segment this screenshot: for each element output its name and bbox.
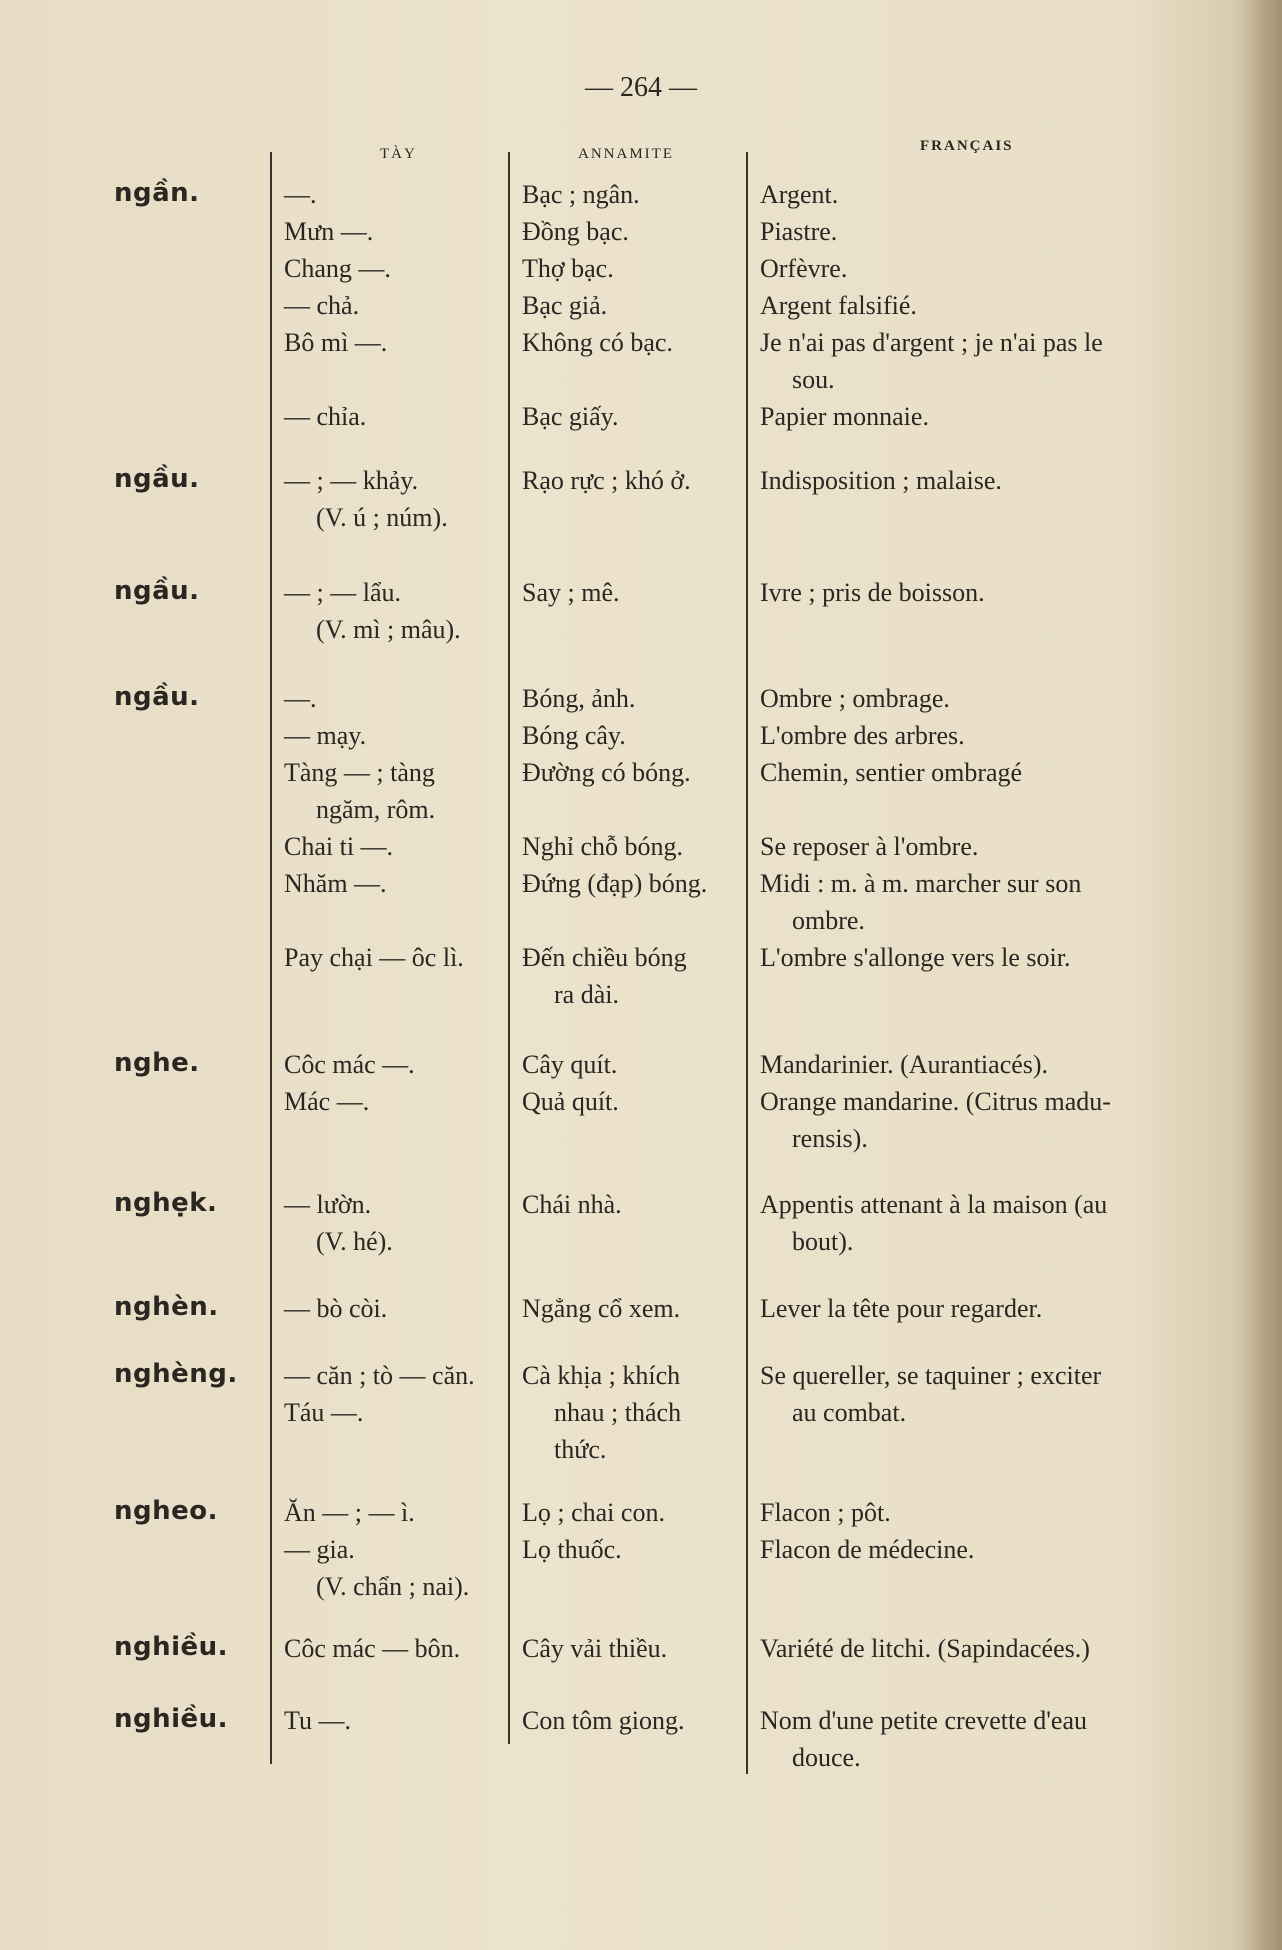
entry-annamite <box>522 1046 619 1120</box>
entry-tay <box>284 462 448 536</box>
entry-tay <box>284 176 391 435</box>
annamite-line: Đứng (đạp) bóng. <box>522 869 708 898</box>
entry-tay <box>284 1290 387 1327</box>
tay-line: — chỉa. <box>284 402 367 431</box>
entry-annamite <box>522 176 673 435</box>
francais-line: Flacon ; pôt. <box>760 1498 891 1527</box>
entry-headword: nghẹk. <box>114 1188 218 1218</box>
tay-line: Nhăm —. <box>284 869 387 898</box>
entry-headword: nghe. <box>114 1048 200 1078</box>
entry-annamite <box>522 1186 622 1223</box>
francais-line: Flacon de médecine. <box>760 1535 975 1564</box>
entry-tay <box>284 1494 469 1605</box>
annamite-line: Con tôm giong. <box>522 1706 685 1735</box>
francais-line: bout). <box>792 1227 854 1256</box>
column-divider <box>270 152 272 1764</box>
francais-line: Variété de litchi. (Sapindacées.) <box>760 1634 1090 1663</box>
entry-tay <box>284 1630 460 1667</box>
francais-line: Nom d'une petite crevette d'eau <box>760 1706 1088 1735</box>
entry-francais <box>760 462 1002 499</box>
entry-francais <box>760 680 1081 976</box>
tay-line: — căn ; tò — căn. <box>284 1361 475 1390</box>
entry-tay <box>284 1046 415 1120</box>
annamite-line: Thợ bạc. <box>522 254 614 283</box>
entry-annamite <box>522 574 620 611</box>
entry-francais <box>760 574 985 611</box>
francais-line: Appentis attenant à la maison (au <box>760 1190 1108 1219</box>
tay-line: —. <box>284 684 317 713</box>
annamite-line: Cây vải thiều. <box>522 1634 668 1663</box>
francais-line: Argent. <box>760 180 839 209</box>
francais-line: Se quereller, se taquiner ; exciter <box>760 1361 1102 1390</box>
francais-line: Mandarinier. (Aurantiacés). <box>760 1050 1049 1079</box>
tay-line: — bò còi. <box>284 1294 388 1323</box>
entry-headword: ngheo. <box>114 1496 219 1526</box>
tay-line <box>284 361 391 398</box>
tay-line: Tàng — ; tàng <box>284 758 435 787</box>
francais-line: Indisposition ; malaise. <box>760 466 1002 495</box>
annamite-line: Lọ ; chai con. <box>522 1498 665 1527</box>
column-divider <box>508 152 510 1744</box>
tay-line: Pay chại — ôc lì. <box>284 943 464 972</box>
tay-line: (V. mì ; mâu). <box>316 615 461 644</box>
annamite-line: nhau ; thách <box>554 1398 682 1427</box>
francais-line: Piastre. <box>760 217 838 246</box>
annamite-line: Quả quít. <box>522 1087 619 1116</box>
column-header-tay: TÀY <box>380 146 417 162</box>
annamite-line <box>522 902 707 939</box>
annamite-line <box>522 361 673 398</box>
annamite-line: Chái nhà. <box>522 1190 622 1219</box>
annamite-line: Say ; mê. <box>522 578 620 607</box>
tay-line: — chả. <box>284 291 360 320</box>
tay-line: Táu —. <box>284 1398 364 1427</box>
tay-line: Mác —. <box>284 1087 370 1116</box>
francais-line: Midi : m. à m. marcher sur son <box>760 869 1082 898</box>
annamite-line: Bóng, ảnh. <box>522 684 636 713</box>
entry-francais <box>760 176 1103 435</box>
francais-line: Orfèvre. <box>760 254 848 283</box>
entry-tay <box>284 1186 393 1260</box>
francais-line: Lever la tête pour regarder. <box>760 1294 1043 1323</box>
francais-line: L'ombre des arbres. <box>760 721 965 750</box>
entry-annamite <box>522 1494 665 1568</box>
francais-line: L'ombre s'allonge vers le soir. <box>760 943 1071 972</box>
tay-line: Chang —. <box>284 254 391 283</box>
francais-line: sou. <box>792 365 835 394</box>
entry-tay <box>284 1357 475 1431</box>
tay-line: Tu —. <box>284 1706 351 1735</box>
entry-francais <box>760 1494 974 1568</box>
francais-line <box>760 791 1081 828</box>
entry-headword: nghèng. <box>114 1359 238 1389</box>
annamite-line: Nghỉ chỗ bóng. <box>522 832 684 861</box>
entry-headword: ngầu. <box>114 576 200 606</box>
annamite-line: ra dài. <box>554 980 619 1009</box>
francais-line: au combat. <box>792 1398 907 1427</box>
tay-line: — ; — khảy. <box>284 466 419 495</box>
annamite-line: Rạo rực ; khó ở. <box>522 466 691 495</box>
entry-headword: nghèn. <box>114 1292 219 1322</box>
annamite-line: Bạc giấy. <box>522 402 619 431</box>
francais-line: Argent falsifié. <box>760 291 917 320</box>
francais-line: Ivre ; pris de boisson. <box>760 578 985 607</box>
francais-line: Ombre ; ombrage. <box>760 684 950 713</box>
entry-annamite <box>522 1630 667 1667</box>
francais-line: Se reposer à l'ombre. <box>760 832 979 861</box>
entry-headword: ngầu. <box>114 682 200 712</box>
francais-line: Chemin, sentier ombragé <box>760 758 1023 787</box>
entry-francais <box>760 1702 1087 1776</box>
francais-line: ombre. <box>792 906 865 935</box>
entry-annamite <box>522 1357 681 1468</box>
tay-line: (V. hé). <box>316 1227 393 1256</box>
entry-francais <box>760 1630 1090 1667</box>
annamite-line: Bạc ; ngân. <box>522 180 640 209</box>
annamite-line: Ngẳng cổ xem. <box>522 1294 681 1323</box>
tay-line: Ăn — ; — ì. <box>284 1498 415 1527</box>
francais-line: Je n'ai pas d'argent ; je n'ai pas le <box>760 328 1103 357</box>
entry-francais <box>760 1357 1101 1431</box>
entry-headword: ngần. <box>114 178 200 208</box>
tay-line: —. <box>284 180 317 209</box>
tay-line: ngăm, rôm. <box>316 795 436 824</box>
tay-line: — mạy. <box>284 721 367 750</box>
entry-tay <box>284 574 461 648</box>
entry-francais <box>760 1290 1042 1327</box>
francais-line: douce. <box>792 1743 861 1772</box>
entry-francais <box>760 1186 1107 1260</box>
entry-annamite <box>522 1290 680 1327</box>
annamite-line: Bóng cây. <box>522 721 626 750</box>
francais-line: rensis). <box>792 1124 868 1153</box>
tay-line <box>284 902 464 939</box>
annamite-line: Cà khịa ; khích <box>522 1361 681 1390</box>
tay-line: (V. ú ; núm). <box>316 503 448 532</box>
entry-annamite <box>522 1702 685 1739</box>
annamite-line: Đến chiều bóng <box>522 943 687 972</box>
book-spine-shadow <box>1242 0 1282 1950</box>
column-header-annamite: ANNAMITE <box>578 146 674 162</box>
entry-tay <box>284 680 464 976</box>
francais-line: Papier monnaie. <box>760 402 929 431</box>
tay-line: — ; — lẩu. <box>284 578 401 607</box>
entry-headword: nghiều. <box>114 1704 229 1734</box>
annamite-line: Lọ thuốc. <box>522 1535 622 1564</box>
entry-headword: nghiều. <box>114 1632 229 1662</box>
annamite-line: thức. <box>554 1435 607 1464</box>
tay-line: Mưn —. <box>284 217 374 246</box>
annamite-line: Bạc giả. <box>522 291 608 320</box>
annamite-line: Cây quít. <box>522 1050 618 1079</box>
entry-annamite <box>522 462 691 499</box>
tay-line: — gia. <box>284 1535 355 1564</box>
tay-line: Côc mác — bôn. <box>284 1634 461 1663</box>
entry-francais <box>760 1046 1111 1157</box>
annamite-line <box>522 791 707 828</box>
entry-headword: ngầu. <box>114 464 200 494</box>
tay-line: Côc mác —. <box>284 1050 415 1079</box>
tay-line: Chai ti —. <box>284 832 394 861</box>
page-number: — 264 — <box>585 72 697 103</box>
annamite-line: Đường có bóng. <box>522 758 691 787</box>
column-divider <box>746 152 748 1774</box>
tay-line: (V. chẩn ; nai). <box>316 1572 470 1601</box>
tay-line: — lườn. <box>284 1190 372 1219</box>
column-header-francais: FRANÇAIS <box>920 138 1014 154</box>
tay-line: Bô mì —. <box>284 328 388 357</box>
annamite-line: Đồng bạc. <box>522 217 629 246</box>
entry-tay <box>284 1702 351 1739</box>
annamite-line: Không có bạc. <box>522 328 673 357</box>
entry-annamite <box>522 680 707 1013</box>
francais-line: Orange mandarine. (Citrus madu- <box>760 1087 1111 1116</box>
